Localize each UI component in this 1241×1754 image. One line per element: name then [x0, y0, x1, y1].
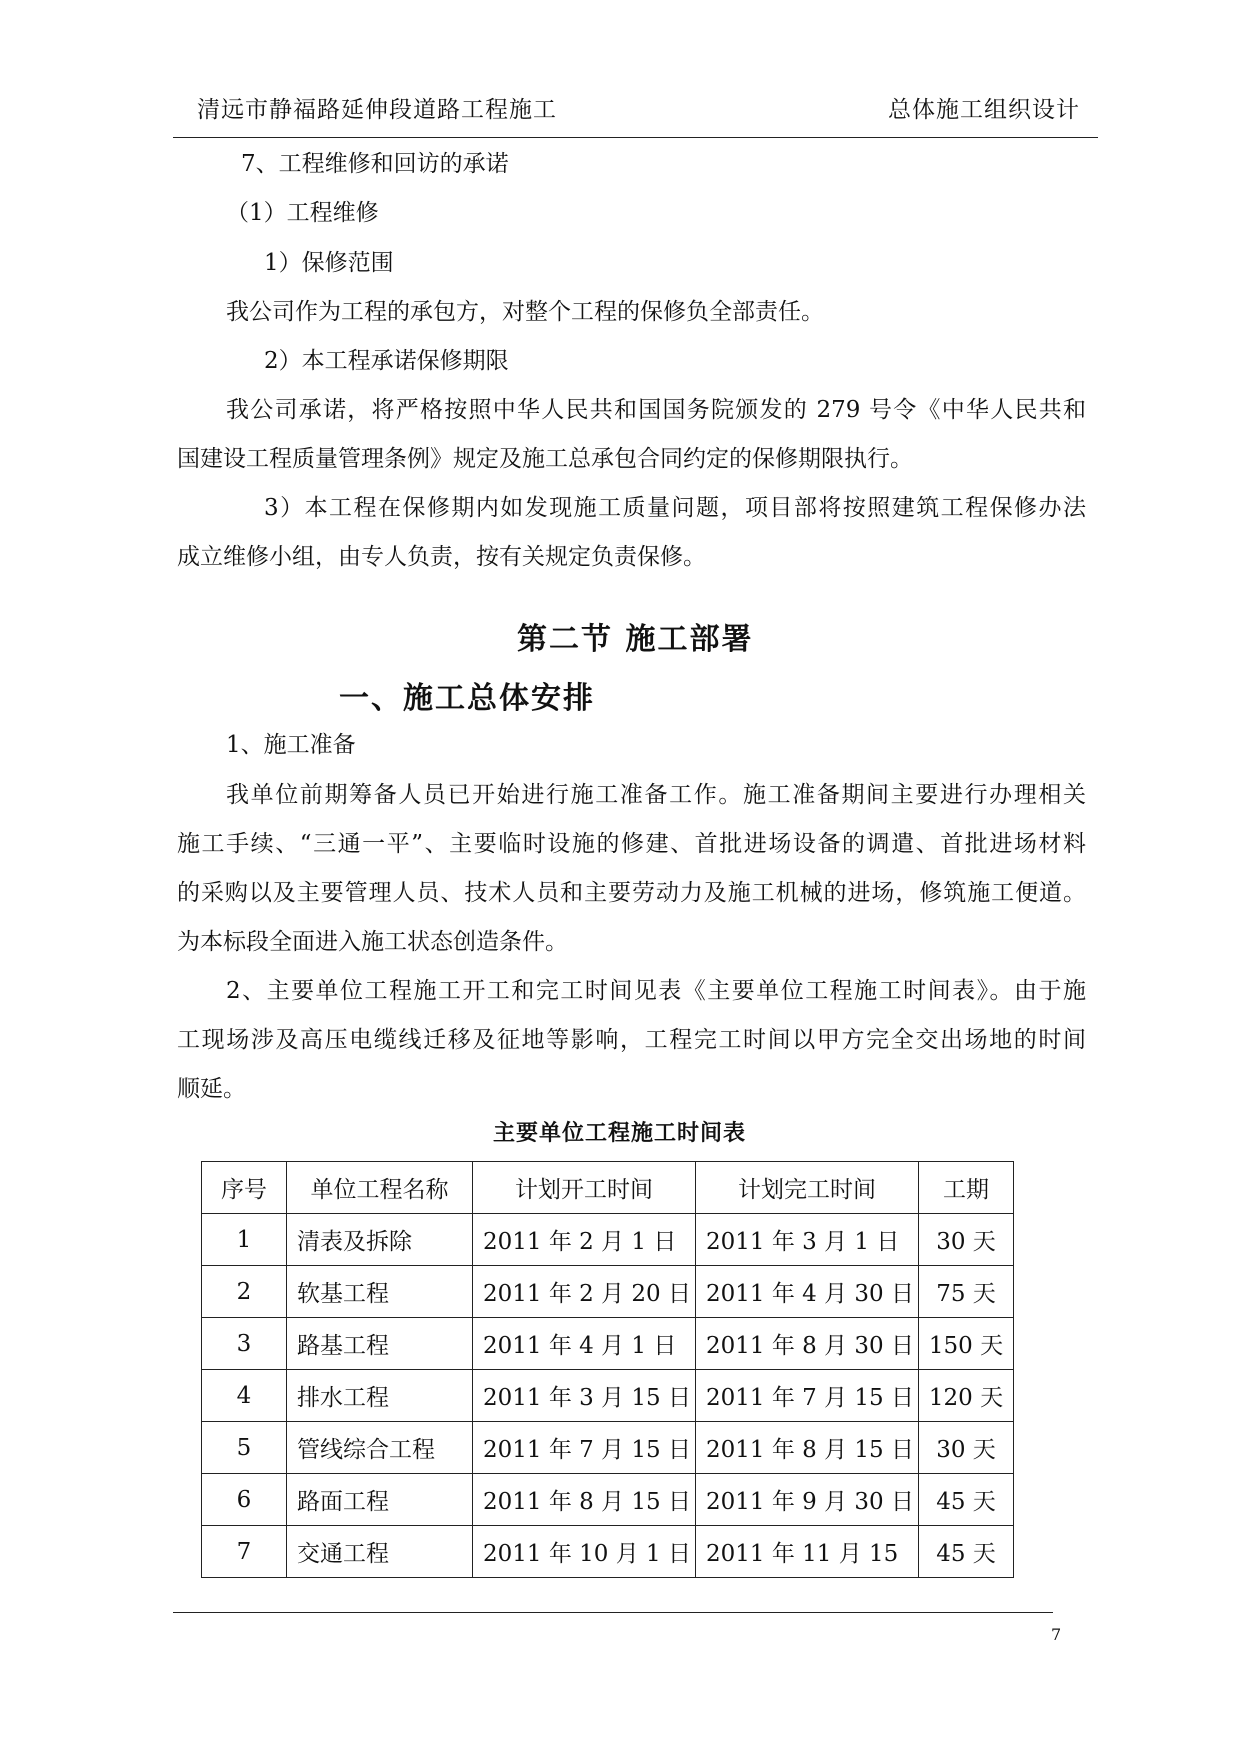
- page-number: 7: [1051, 1625, 1062, 1644]
- schedule-table: [201, 1161, 1014, 1578]
- section-subtitle: 一、施工总体安排: [339, 681, 595, 716]
- paragraph-text: 的采购以及主要管理人员、技术人员和主要劳动力及施工机械的进场，修筑施工便道。: [177, 880, 1086, 906]
- table-cell: 1: [202, 1214, 287, 1266]
- paragraph-text: 施工手续、“三通一平”、主要临时设施的修建、首批进场设备的调遣、首批进场材料: [177, 831, 1086, 857]
- table-row: [202, 1266, 1014, 1318]
- table-cell: 2011 年 4 月 30 日: [696, 1266, 919, 1318]
- table-caption: 主要单位工程施工时间表: [493, 1121, 747, 1146]
- column-header: 单位工程名称: [287, 1162, 473, 1214]
- table-cell: 6: [202, 1474, 287, 1526]
- table-cell: 30 天: [919, 1422, 1014, 1474]
- table-cell: 2011 年 8 月 15 日: [473, 1474, 696, 1526]
- paragraph-item: 1）保修范围: [264, 250, 394, 276]
- table-header-row: [202, 1162, 1014, 1214]
- table-cell: 4: [202, 1370, 287, 1422]
- column-header: 序号: [202, 1162, 287, 1214]
- header-right: 总体施工组织设计: [888, 97, 1080, 123]
- table-cell: 清表及拆除: [287, 1214, 473, 1266]
- table-cell: 2011 年 7 月 15 日: [696, 1370, 919, 1422]
- table-row: [202, 1370, 1014, 1422]
- table-cell: 75 天: [919, 1266, 1014, 1318]
- table-cell: 30 天: [919, 1214, 1014, 1266]
- table-row: [202, 1318, 1014, 1370]
- table-cell: 2011 年 10 月 1 日: [473, 1526, 696, 1578]
- table-cell: 3: [202, 1318, 287, 1370]
- table-cell: 2011 年 8 月 15 日: [696, 1422, 919, 1474]
- table-cell: 路基工程: [287, 1318, 473, 1370]
- paragraph-text: 我公司作为工程的承包方，对整个工程的保修负全部责任。: [226, 299, 824, 325]
- paragraph-text: 2、主要单位工程施工开工和完工时间见表《主要单位工程施工时间表》。由于施: [226, 978, 1086, 1004]
- table-cell: 2: [202, 1266, 287, 1318]
- footer-rule: [173, 1612, 1053, 1613]
- table-cell: 软基工程: [287, 1266, 473, 1318]
- paragraph-heading: 7、工程维修和回访的承诺: [241, 151, 509, 177]
- table-cell: 2011 年 3 月 1 日: [696, 1214, 919, 1266]
- table-cell: 交通工程: [287, 1526, 473, 1578]
- table-cell: 排水工程: [287, 1370, 473, 1422]
- column-header: 计划完工时间: [696, 1162, 919, 1214]
- table-cell: 7: [202, 1526, 287, 1578]
- column-header: 计划开工时间: [473, 1162, 696, 1214]
- paragraph-text: 我公司承诺，将严格按照中华人民共和国国务院颁发的 279 号令《中华人民共和: [226, 397, 1086, 423]
- column-header: 工期: [919, 1162, 1014, 1214]
- paragraph-text: 工现场涉及高压电缆线迁移及征地等影响，工程完工时间以甲方完全交出场地的时间: [177, 1027, 1086, 1053]
- paragraph-item: 2）本工程承诺保修期限: [264, 348, 509, 374]
- table-row: [202, 1526, 1014, 1578]
- paragraph-subheading: （1）工程维修: [226, 200, 379, 226]
- header-left: 清远市静福路延伸段道路工程施工: [197, 97, 557, 123]
- table-cell: 2011 年 2 月 20 日: [473, 1266, 696, 1318]
- table-cell: 路面工程: [287, 1474, 473, 1526]
- table-row: [202, 1422, 1014, 1474]
- table-cell: 45 天: [919, 1526, 1014, 1578]
- table-row: [202, 1214, 1014, 1266]
- table-cell: 2011 年 4 月 1 日: [473, 1318, 696, 1370]
- paragraph-text: 顺延。: [177, 1076, 246, 1102]
- paragraph-text: 我单位前期筹备人员已开始进行施工准备工作。施工准备期间主要进行办理相关: [226, 782, 1086, 808]
- table-cell: 120 天: [919, 1370, 1014, 1422]
- table-cell: 2011 年 11 月 15: [696, 1526, 919, 1578]
- table-cell: 5: [202, 1422, 287, 1474]
- paragraph-text: 国建设工程质量管理条例》规定及施工总承包合同约定的保修期限执行。: [177, 446, 913, 472]
- table-cell: 2011 年 8 月 30 日: [696, 1318, 919, 1370]
- table-cell: 2011 年 2 月 1 日: [473, 1214, 696, 1266]
- table-cell: 45 天: [919, 1474, 1014, 1526]
- table-row: [202, 1474, 1014, 1526]
- table-cell: 2011 年 3 月 15 日: [473, 1370, 696, 1422]
- table-cell: 2011 年 9 月 30 日: [696, 1474, 919, 1526]
- paragraph-text: 3）本工程在保修期内如发现施工质量问题，项目部将按照建筑工程保修办法: [264, 495, 1086, 521]
- header-rule: [173, 137, 1098, 138]
- paragraph-text: 为本标段全面进入施工状态创造条件。: [177, 929, 568, 955]
- table-cell: 150 天: [919, 1318, 1014, 1370]
- paragraph-heading: 1、施工准备: [226, 732, 356, 758]
- table-cell: 管线综合工程: [287, 1422, 473, 1474]
- paragraph-text: 成立维修小组，由专人负责，按有关规定负责保修。: [177, 544, 706, 570]
- section-title: 第二节 施工部署: [517, 622, 754, 657]
- table-cell: 2011 年 7 月 15 日: [473, 1422, 696, 1474]
